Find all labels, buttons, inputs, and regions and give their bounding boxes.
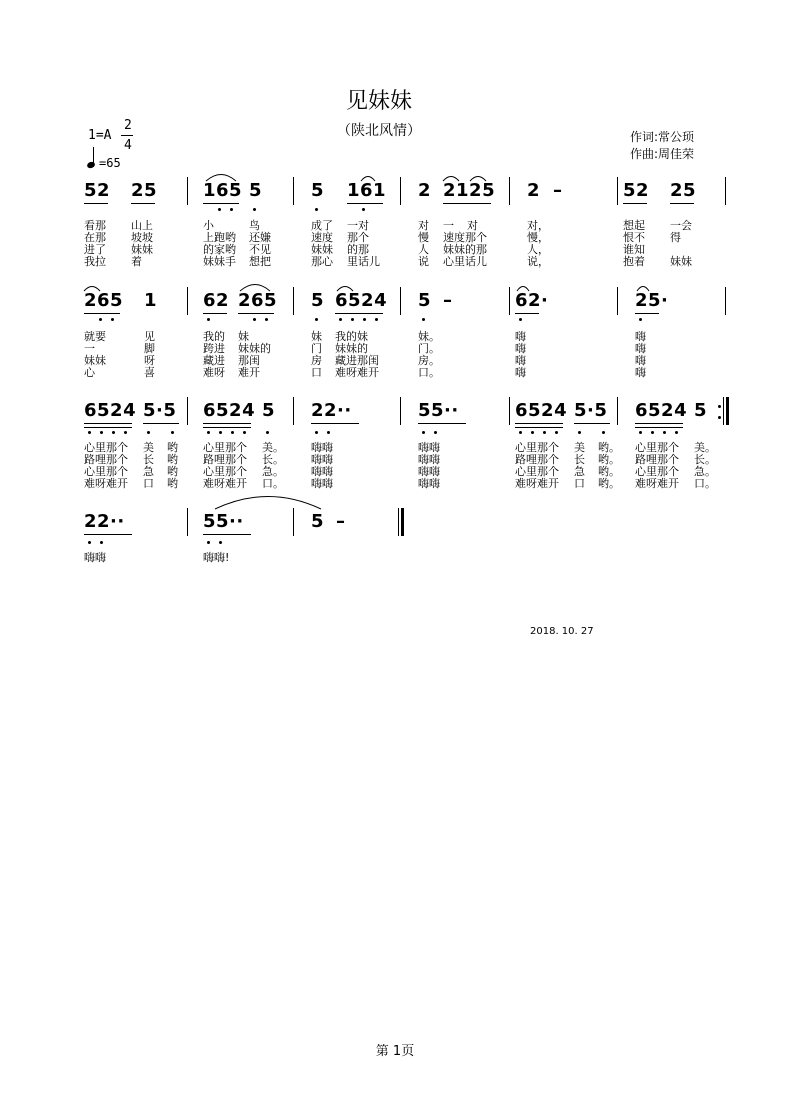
lyric-word: 心里那个 bbox=[84, 441, 128, 454]
note-group: 265 bbox=[84, 290, 124, 311]
note-group: 52 bbox=[84, 180, 111, 201]
time-signature-bottom: 4 bbox=[124, 138, 132, 153]
note-group: 52 bbox=[623, 180, 650, 201]
octave-dot bbox=[363, 318, 366, 321]
lyric-word: 喜 bbox=[144, 366, 155, 379]
note-group: 55·· bbox=[418, 400, 459, 421]
note-group: 2 bbox=[418, 180, 432, 201]
octave-dot bbox=[253, 318, 256, 321]
note-group: 62· bbox=[515, 290, 549, 311]
lyric-word: 长。 bbox=[694, 453, 716, 466]
lyric-word: 嗨 bbox=[635, 366, 646, 379]
bar-line bbox=[293, 397, 294, 425]
lyric-word: 我的妹 bbox=[335, 330, 368, 343]
lyric-word: 心里那个 bbox=[203, 465, 247, 478]
lyric-word: 嗨 bbox=[635, 342, 646, 355]
lyric-word: 嗨嗨 bbox=[418, 441, 440, 454]
lyric-word: 想起 bbox=[623, 219, 645, 232]
lyric-word: 藏进 bbox=[203, 354, 225, 367]
octave-dot bbox=[602, 431, 605, 434]
lyric-word: 哟。 bbox=[598, 441, 620, 454]
lyric-word: 见 bbox=[144, 330, 155, 343]
lyric-word: 路哩那个 bbox=[515, 453, 559, 466]
octave-dot bbox=[231, 431, 234, 434]
octave-dot bbox=[422, 318, 425, 321]
lyric-word: 口 bbox=[574, 477, 585, 490]
lyric-word: 一 bbox=[443, 219, 454, 232]
bar-line bbox=[398, 508, 399, 536]
octave-dot bbox=[639, 431, 642, 434]
lyric-word: 长。 bbox=[262, 453, 284, 466]
lyric-word: 那闺 bbox=[238, 354, 260, 367]
beam-line bbox=[623, 203, 647, 204]
lyric-word: 妹妹 bbox=[84, 354, 106, 367]
lyric-word: 心里话儿 bbox=[443, 255, 487, 268]
lyric-word: 哟。 bbox=[598, 453, 620, 466]
octave-dot bbox=[171, 431, 174, 434]
lyric-word: 路哩那个 bbox=[635, 453, 679, 466]
lyric-word: 嗨嗨 bbox=[418, 453, 440, 466]
lyric-word: 妹妹 bbox=[311, 243, 333, 256]
final-bar-line bbox=[401, 508, 404, 536]
note-group: 25· bbox=[635, 290, 669, 311]
lyric-word: 嗨嗨 bbox=[311, 453, 333, 466]
lyric-word: 心里那个 bbox=[203, 441, 247, 454]
lyric-word: 心里那个 bbox=[635, 465, 679, 478]
dash: – bbox=[553, 180, 563, 201]
octave-dot bbox=[315, 318, 318, 321]
beam-line bbox=[203, 203, 239, 204]
beam-line bbox=[515, 427, 563, 428]
beam-line bbox=[311, 423, 359, 424]
lyric-word: 就要 bbox=[84, 330, 106, 343]
octave-dot bbox=[124, 431, 127, 434]
beam-line bbox=[515, 313, 539, 314]
octave-dot bbox=[147, 431, 150, 434]
note-group: 165 bbox=[203, 180, 243, 201]
octave-dot bbox=[362, 208, 365, 211]
lyric-word: 急。 bbox=[262, 465, 284, 478]
lyric-word: 嗨嗨 bbox=[311, 465, 333, 478]
beam-line bbox=[335, 313, 383, 314]
octave-dot bbox=[100, 431, 103, 434]
lyric-word: 恨不 bbox=[623, 231, 645, 244]
octave-dot bbox=[112, 431, 115, 434]
lyric-word: 的家哟 bbox=[203, 243, 236, 256]
octave-dot bbox=[207, 318, 210, 321]
bar-line bbox=[723, 397, 724, 425]
lyric-word: 嗨 bbox=[635, 330, 646, 343]
lyric-word: 心 bbox=[84, 366, 95, 379]
lyric-word: 在那 bbox=[84, 231, 106, 244]
lyric-word: 妹妹 bbox=[670, 255, 692, 268]
beam-line bbox=[131, 203, 155, 204]
note-group: 6524 bbox=[84, 400, 137, 421]
bar-line bbox=[400, 397, 401, 425]
note-group: 5 bbox=[311, 511, 325, 532]
octave-dot bbox=[207, 431, 210, 434]
beam-line bbox=[203, 534, 251, 535]
octave-dot bbox=[99, 318, 102, 321]
repeat-dot bbox=[718, 405, 721, 408]
octave-dot bbox=[639, 318, 642, 321]
slur-marks bbox=[0, 278, 790, 294]
slur-marks bbox=[0, 168, 790, 184]
lyric-word: 心里那个 bbox=[84, 465, 128, 478]
lyric-word: 妹妹的 bbox=[238, 342, 271, 355]
note-group: 5 bbox=[262, 400, 276, 421]
lyric-word: 嗨嗨 bbox=[84, 551, 106, 564]
lyric-word: 坡坡 bbox=[131, 231, 153, 244]
beam-line bbox=[515, 423, 563, 424]
page-number: 第 1页 bbox=[375, 1044, 415, 1059]
beam-line bbox=[238, 313, 274, 314]
beam-line bbox=[574, 423, 610, 424]
octave-dot bbox=[434, 431, 437, 434]
note-group: 5 bbox=[311, 290, 325, 311]
octave-dot bbox=[315, 431, 318, 434]
time-signature-top: 2 bbox=[124, 118, 132, 133]
octave-dot bbox=[111, 318, 114, 321]
lyric-word: 急。 bbox=[694, 465, 716, 478]
note-group: 6524 bbox=[203, 400, 256, 421]
beam-line bbox=[203, 427, 251, 428]
song-title: 见妹妹 bbox=[345, 89, 412, 114]
note-group: 265 bbox=[238, 290, 278, 311]
note-group: 5 bbox=[249, 180, 263, 201]
beam-line bbox=[143, 423, 179, 424]
lyric-word: 说， bbox=[527, 255, 549, 268]
lyric-word: 嗨 bbox=[515, 342, 526, 355]
lyric-word: 谁知 bbox=[623, 243, 645, 256]
octave-dot bbox=[351, 318, 354, 321]
octave-dot bbox=[675, 431, 678, 434]
lyric-word: 山上 bbox=[131, 219, 153, 232]
lyric-word: 妹 bbox=[311, 330, 322, 343]
dash: – bbox=[443, 290, 453, 311]
note-group: 55·· bbox=[203, 511, 244, 532]
octave-dot bbox=[531, 431, 534, 434]
octave-dot bbox=[663, 431, 666, 434]
lyric-word: 哟。 bbox=[598, 465, 620, 478]
lyric-word: 还嫌 bbox=[249, 231, 271, 244]
lyric-word: 口。 bbox=[262, 477, 284, 490]
lyric-word: 速度那个 bbox=[443, 231, 487, 244]
bar-line bbox=[509, 397, 510, 425]
lyric-word: 口 bbox=[311, 366, 322, 379]
lyric-word: 嗨嗨 bbox=[418, 477, 440, 490]
lyric-word: 难呀难开 bbox=[635, 477, 679, 490]
lyric-word: 跨进 bbox=[203, 342, 225, 355]
beam-line bbox=[635, 313, 659, 314]
lyric-word: 难开 bbox=[238, 366, 260, 379]
beam-line bbox=[635, 427, 683, 428]
lyric-word: 速度 bbox=[311, 231, 333, 244]
beam-line bbox=[84, 203, 108, 204]
octave-dot bbox=[253, 208, 256, 211]
lyric-word: 哟 bbox=[167, 477, 178, 490]
octave-dot bbox=[578, 431, 581, 434]
lyric-word: 妹妹的 bbox=[335, 342, 368, 355]
lyric-word: 房 bbox=[311, 354, 322, 367]
octave-dot bbox=[651, 431, 654, 434]
beam-line bbox=[203, 423, 251, 424]
lyric-word: 嗨 bbox=[515, 366, 526, 379]
lyric-word: 抱着 bbox=[623, 255, 645, 268]
date-stamp: 2018. 10. 27 bbox=[530, 626, 594, 637]
tempo-marking: =65 bbox=[99, 156, 121, 170]
lyric-word: 嗨嗨 bbox=[311, 441, 333, 454]
time-signature-line bbox=[121, 135, 133, 136]
lyric-word: 我拉 bbox=[84, 255, 106, 268]
octave-dot bbox=[266, 431, 269, 434]
note-group: 5 bbox=[694, 400, 708, 421]
octave-dot bbox=[88, 541, 91, 544]
octave-dot bbox=[555, 431, 558, 434]
repeat-bar-line bbox=[726, 397, 729, 425]
lyric-word: 看那 bbox=[84, 219, 106, 232]
lyric-word: 路哩那个 bbox=[203, 453, 247, 466]
lyric-word: 上跑哟 bbox=[203, 231, 236, 244]
octave-dot bbox=[422, 431, 425, 434]
lyric-word: 呀 bbox=[144, 354, 155, 367]
lyric-word: 长 bbox=[143, 453, 154, 466]
octave-dot bbox=[243, 431, 246, 434]
note-group: 22·· bbox=[84, 511, 125, 532]
lyric-word: 哟。 bbox=[598, 477, 620, 490]
lyric-word: 心里那个 bbox=[515, 441, 559, 454]
lyric-word: 美。 bbox=[262, 441, 284, 454]
lyric-word: 妹。 bbox=[418, 330, 440, 343]
lyric-word: 门 bbox=[311, 342, 322, 355]
lyric-word: 那心 bbox=[311, 255, 333, 268]
lyric-word: 一对 bbox=[347, 219, 369, 232]
beam-line bbox=[84, 534, 132, 535]
lyric-word: 妹妹 bbox=[131, 243, 153, 256]
note-group: 62 bbox=[203, 290, 230, 311]
lyric-word: 得 bbox=[670, 231, 681, 244]
note-group: 5·5 bbox=[574, 400, 608, 421]
lyric-word: 心里那个 bbox=[515, 465, 559, 478]
lyric-word: 难呀难开 bbox=[203, 477, 247, 490]
lyric-word: 口 bbox=[143, 477, 154, 490]
octave-dot bbox=[230, 208, 233, 211]
beam-line bbox=[84, 427, 132, 428]
lyric-word: 一会 bbox=[670, 219, 692, 232]
octave-dot bbox=[88, 431, 91, 434]
octave-dot bbox=[519, 318, 522, 321]
lyric-word: 想把 bbox=[249, 255, 271, 268]
lyric-word: 难呀难开 bbox=[335, 366, 379, 379]
note-group: 5 bbox=[418, 290, 432, 311]
lyric-word: 进了 bbox=[84, 243, 106, 256]
octave-dot bbox=[100, 541, 103, 544]
note-group: 161 bbox=[347, 180, 387, 201]
octave-dot bbox=[207, 541, 210, 544]
song-subtitle: （陕北风情） bbox=[337, 123, 421, 139]
dash: – bbox=[336, 511, 346, 532]
lyric-word: 哟 bbox=[167, 453, 178, 466]
beam-line bbox=[84, 313, 120, 314]
bar-line bbox=[187, 397, 188, 425]
lyric-word: 成了 bbox=[311, 219, 333, 232]
lyric-word: 里话儿 bbox=[347, 255, 380, 268]
note-group: 5·5 bbox=[143, 400, 177, 421]
lyric-word: 难呀难开 bbox=[84, 477, 128, 490]
lyric-word: 难呀 bbox=[203, 366, 225, 379]
lyric-word: 对， bbox=[527, 219, 549, 232]
octave-dot bbox=[327, 431, 330, 434]
note-group: 6524 bbox=[635, 400, 688, 421]
lyric-word: 妹妹的那 bbox=[443, 243, 487, 256]
lyric-word: 美 bbox=[143, 441, 154, 454]
lyricist-credit: 作词:常公顼 bbox=[630, 130, 695, 144]
lyric-word: 嗨嗨 bbox=[418, 465, 440, 478]
octave-dot bbox=[375, 318, 378, 321]
repeat-dot bbox=[718, 416, 721, 419]
lyric-word: 慢 bbox=[418, 231, 429, 244]
beam-line bbox=[443, 203, 491, 204]
lyric-word: 我的 bbox=[203, 330, 225, 343]
lyric-word: 难呀难开 bbox=[515, 477, 559, 490]
beam-line bbox=[203, 313, 227, 314]
lyric-word: 对 bbox=[467, 219, 478, 232]
lyric-word: 着 bbox=[131, 255, 142, 268]
lyric-word: 的那 bbox=[347, 243, 369, 256]
octave-dot bbox=[219, 541, 222, 544]
slur-marks bbox=[0, 488, 790, 512]
lyric-word: 口。 bbox=[694, 477, 716, 490]
lyric-word: 小 bbox=[203, 219, 214, 232]
composer-credit: 作曲:周佳荣 bbox=[630, 147, 695, 161]
lyric-word: 嗨嗨 bbox=[311, 477, 333, 490]
lyric-word: 嗨嗨! bbox=[203, 551, 230, 564]
lyric-word: 一 bbox=[84, 342, 95, 355]
note-group: 6524 bbox=[515, 400, 568, 421]
octave-dot bbox=[315, 208, 318, 211]
lyric-word: 门。 bbox=[418, 342, 440, 355]
lyric-word: 路哩那个 bbox=[84, 453, 128, 466]
lyric-word: 鸟 bbox=[249, 219, 260, 232]
lyric-word: 脚 bbox=[144, 342, 155, 355]
lyric-word: 哟 bbox=[167, 441, 178, 454]
beam-line bbox=[670, 203, 694, 204]
lyric-word: 藏进那闺 bbox=[335, 354, 379, 367]
lyric-word: 嗨 bbox=[515, 354, 526, 367]
lyric-word: 人 bbox=[418, 243, 429, 256]
lyric-word: 急 bbox=[574, 465, 585, 478]
beam-line bbox=[84, 423, 132, 424]
beam-line bbox=[635, 423, 683, 424]
octave-dot bbox=[218, 208, 221, 211]
lyric-word: 房。 bbox=[418, 354, 440, 367]
bar-line bbox=[293, 508, 294, 536]
note-group: 2125 bbox=[443, 180, 496, 201]
lyric-word: 人， bbox=[527, 243, 549, 256]
lyric-word: 哟 bbox=[167, 465, 178, 478]
beam-line bbox=[347, 203, 383, 204]
octave-dot bbox=[519, 431, 522, 434]
lyric-word: 不见 bbox=[249, 243, 271, 256]
lyric-word: 嗨 bbox=[635, 354, 646, 367]
lyric-word: 妹 bbox=[238, 330, 249, 343]
lyric-word: 嗨 bbox=[515, 330, 526, 343]
note-group: 25 bbox=[670, 180, 697, 201]
lyric-word: 美 bbox=[574, 441, 585, 454]
lyric-word: 长 bbox=[574, 453, 585, 466]
lyric-word: 慢， bbox=[527, 231, 549, 244]
bar-line bbox=[617, 397, 618, 425]
lyric-word: 那个 bbox=[347, 231, 369, 244]
note-group: 25 bbox=[131, 180, 158, 201]
lyric-word: 口。 bbox=[418, 366, 440, 379]
bar-line bbox=[187, 508, 188, 536]
note-group: 6524 bbox=[335, 290, 388, 311]
lyric-word: 美。 bbox=[694, 441, 716, 454]
octave-dot bbox=[543, 431, 546, 434]
key-signature: 1=A bbox=[88, 128, 112, 143]
lyric-word: 说 bbox=[418, 255, 429, 268]
lyric-word: 急 bbox=[143, 465, 154, 478]
octave-dot bbox=[219, 431, 222, 434]
note-group: 2 bbox=[527, 180, 541, 201]
lyric-word: 妹妹手 bbox=[203, 255, 236, 268]
lyric-word: 心里那个 bbox=[635, 441, 679, 454]
octave-dot bbox=[339, 318, 342, 321]
octave-dot bbox=[265, 318, 268, 321]
beam-line bbox=[418, 423, 466, 424]
note-group: 5 bbox=[311, 180, 325, 201]
note-group: 22·· bbox=[311, 400, 352, 421]
lyric-word: 对 bbox=[418, 219, 429, 232]
note-group: 1 bbox=[144, 290, 158, 311]
